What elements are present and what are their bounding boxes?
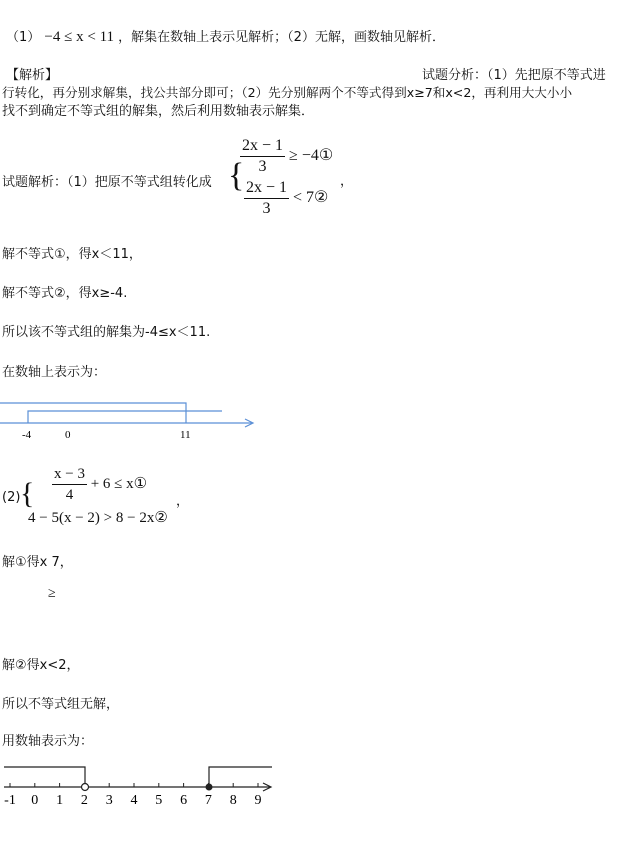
range-x-less-2	[4, 767, 85, 787]
eq2-denominator: 3	[262, 200, 271, 217]
answer-line	[6, 26, 445, 46]
answer-part1-label: （1）	[6, 30, 41, 45]
tick-label-3: 3	[105, 793, 113, 808]
analysis-header: 【解析】	[6, 68, 59, 83]
solution2-label: (2)	[2, 490, 21, 505]
system2-comma: ，	[176, 494, 190, 509]
tick-label-0: 0	[31, 793, 39, 808]
closed-point-7	[206, 784, 213, 791]
system1-brace: {	[228, 157, 245, 194]
solution2-conclusion: 所以不等式组无解，	[2, 697, 120, 712]
sys2-eq1-numerator: x − 3	[52, 464, 87, 485]
solution2-numberline-intro: 用数轴表示为：	[2, 734, 94, 749]
tick-label-1: 1	[56, 793, 64, 808]
tick-label-7: 7	[204, 793, 212, 808]
solution1-conclusion: 所以该不等式组的解集为-4≤x＜11.	[2, 325, 211, 340]
eq2-numerator: 2x − 1	[244, 178, 289, 199]
eq2-relation: < 7②	[293, 189, 329, 207]
open-point-2	[82, 784, 89, 791]
system2-brace: {	[20, 477, 35, 510]
eq1-numerator: 2x − 1	[240, 136, 285, 157]
tick-label-4: 4	[130, 793, 138, 808]
system2-equation-1	[52, 464, 147, 505]
number-line-1	[0, 395, 270, 445]
tick-label-neg4: -4	[22, 429, 32, 441]
sys2-eq1-denominator: 4	[65, 487, 74, 503]
solution1-step-1: 解不等式①，得x＜11，	[2, 247, 142, 262]
range-x-geq-neg4	[28, 411, 222, 423]
sys2-eq1-relation: + 6 ≤ x①	[90, 475, 148, 492]
solution1-numberline-intro: 在数轴上表示为：	[2, 365, 107, 380]
tick-label-6: 6	[180, 793, 188, 808]
eq1-relation: ≥ −4①	[289, 147, 334, 165]
analysis-line-2: 行转化，再分别求解集，找公共部分即可；（2）先分别解两个不等式得到x≥7和x<2，再利用大大小小	[2, 85, 573, 100]
range-x-geq-7	[209, 767, 272, 787]
answer-inequality: −4 ≤ x < 11	[44, 29, 115, 45]
solution2-step-1: 解①得x 7，	[2, 555, 73, 570]
tick-label-9: 9	[254, 793, 262, 808]
analysis-intro: 试题分析：（1）先把原不等式进	[422, 68, 606, 83]
answer-text: ，解集在数轴上表示见解析；（2）无解，画数轴见解析．	[118, 30, 445, 45]
system1-comma: ，	[340, 174, 354, 189]
tick-label-2: 2	[80, 793, 88, 808]
number-line-2-content	[4, 767, 272, 808]
system1-equation-2	[244, 178, 328, 219]
tick-label-0: 0	[65, 429, 71, 441]
tick-label--1: -1	[4, 793, 16, 808]
tick-label-5: 5	[155, 793, 163, 808]
solution2-step-2: 解②得x<2，	[2, 658, 80, 673]
solution1-intro: 试题解析：（1）把原不等式组转化成	[2, 175, 212, 190]
eq1-denominator: 3	[258, 158, 267, 175]
number-line-2	[0, 755, 290, 815]
solution1-step-2: 解不等式②，得x≥-4.	[2, 286, 128, 301]
solution2-step-1-symbol: ≥	[48, 586, 56, 601]
tick-label-11: 11	[180, 429, 191, 441]
system1-equation-1	[240, 136, 333, 177]
tick-label-8: 8	[229, 793, 237, 808]
analysis-line-3: 找不到确定不等式组的解集，然后利用数轴表示解集．	[2, 104, 315, 119]
system2-equation-2: 4 − 5(x − 2) > 8 − 2x②	[28, 510, 168, 526]
